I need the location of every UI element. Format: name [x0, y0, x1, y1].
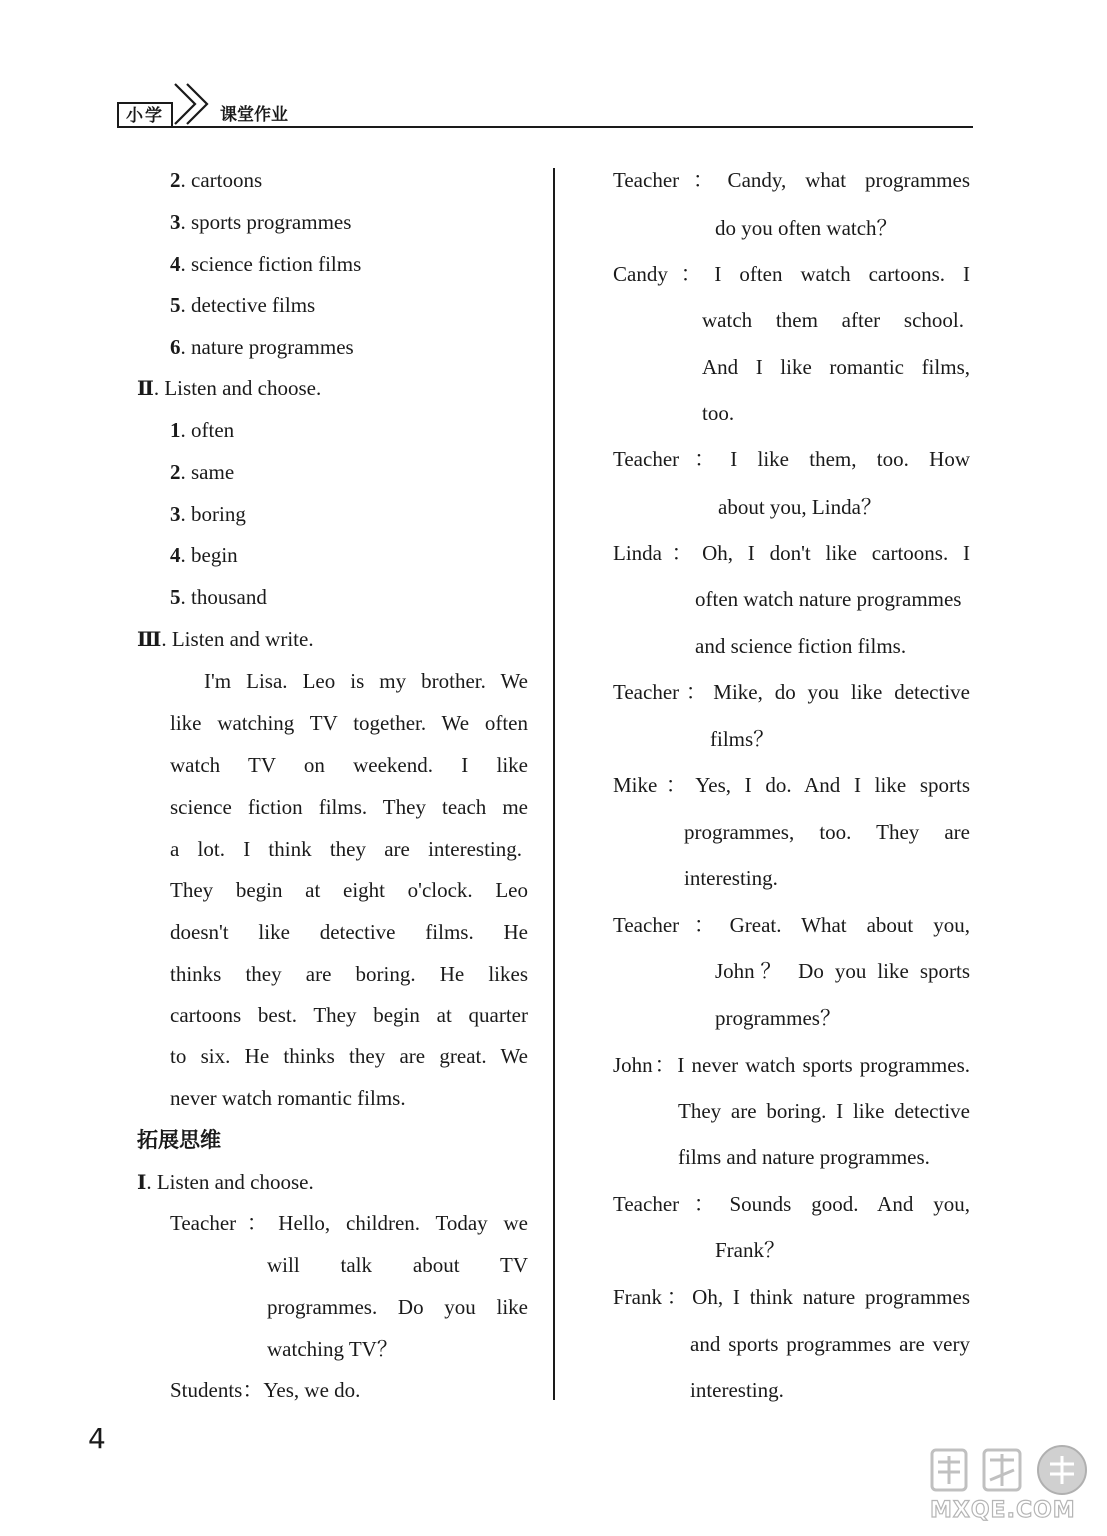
dialogue-line: too.	[702, 401, 735, 425]
dialogue-line: programmes？	[715, 1006, 841, 1030]
dialogue-line: often watch nature programmes	[695, 587, 962, 611]
list-item: 2. cartoons	[170, 168, 263, 192]
list-item: 4. begin	[170, 543, 238, 567]
dialogue-line: do you often watch？	[715, 216, 898, 240]
extension-heading: 拓展思维	[137, 1128, 221, 1152]
header-subtitle: 课堂作业	[220, 105, 288, 125]
dialogue-line: Candy：I often watch cartoons. I	[613, 262, 970, 286]
dialogue-line: interesting.	[684, 866, 778, 890]
list-item: 5. thousand	[170, 585, 267, 609]
dialogue-line: about you, Linda？	[718, 495, 882, 519]
header-level-label: 小学	[117, 102, 173, 128]
list-item: 4. science fiction films	[170, 252, 362, 276]
section-heading: Ⅰ. Listen and choose.	[137, 1170, 314, 1194]
list-item: 3. boring	[170, 502, 246, 526]
dialogue-line: interesting.	[690, 1378, 784, 1402]
dialogue-line: Teacher：I like them, too. How	[613, 447, 970, 471]
dialogue-line: Teacher：Candy, what programmes	[613, 168, 970, 192]
passage-line: a lot. I think they are interesting.	[170, 837, 522, 861]
seal-icon	[928, 1440, 1092, 1502]
passage-line: never watch romantic films.	[170, 1086, 406, 1110]
list-item: 5. detective films	[170, 293, 316, 317]
page-number: 4	[88, 1422, 106, 1455]
section-heading: Ⅲ. Listen and write.	[137, 627, 314, 651]
watermark-logo	[928, 1440, 1092, 1530]
dialogue-line: films and nature programmes.	[678, 1145, 930, 1169]
dialogue-line: They are boring. I like detective	[678, 1099, 970, 1123]
passage-line: like watching TV together. We often	[170, 711, 528, 735]
dialogue-line: and sports programmes are very	[690, 1332, 970, 1356]
double-chevron-icon	[171, 80, 213, 128]
watermark-url: MXQE.COM	[930, 1498, 1076, 1523]
header-rule	[117, 126, 973, 128]
passage-line: science fiction films. They teach me	[170, 795, 528, 819]
dialogue-line: Teacher：Hello, children. Today we	[170, 1211, 528, 1235]
dialogue-line: Students：Yes, we do.	[170, 1378, 361, 1402]
passage-line: watch TV on weekend. I like	[170, 753, 528, 777]
dialogue-line: and science fiction films.	[695, 634, 907, 658]
dialogue-line: Teacher：Great. What about you,	[613, 913, 970, 937]
dialogue-line: programmes, too. They are	[684, 820, 970, 844]
list-item: 3. sports programmes	[170, 210, 352, 234]
passage-line: cartoons best. They begin at quarter	[170, 1003, 528, 1027]
dialogue-line: Teacher：Sounds good. And you,	[613, 1192, 970, 1216]
section-heading: Ⅱ. Listen and choose.	[137, 376, 322, 400]
dialogue-line: Teacher：Mike, do you like detective	[613, 680, 970, 704]
dialogue-line: programmes. Do you like	[267, 1295, 528, 1319]
passage-line: doesn't like detective films. He	[170, 920, 528, 944]
dialogue-line: And I like romantic films,	[702, 355, 970, 379]
dialogue-line: Linda：Oh, I don't like cartoons. I	[613, 541, 970, 565]
dialogue-line: will talk about TV	[267, 1253, 528, 1277]
column-divider	[553, 168, 555, 1400]
page-header	[117, 80, 973, 132]
list-item: 6. nature programmes	[170, 335, 354, 359]
dialogue-line: John：I never watch sports programmes.	[613, 1053, 970, 1077]
passage-line: They begin at eight o'clock. Leo	[170, 878, 528, 902]
passage-line: thinks they are boring. He likes	[170, 962, 528, 986]
list-item: 2. same	[170, 460, 235, 484]
dialogue-line: Frank？	[715, 1238, 785, 1262]
dialogue-line: watching TV？	[267, 1337, 398, 1361]
passage-line: I'm Lisa. Leo is my brother. We	[204, 669, 528, 693]
dialogue-line: John？ Do you like sports	[715, 959, 970, 983]
dialogue-line: Frank：Oh, I think nature programmes	[613, 1285, 970, 1309]
list-item: 1. often	[170, 418, 235, 442]
dialogue-line: films？	[710, 727, 775, 751]
dialogue-line: watch them after school.	[702, 308, 964, 332]
passage-line: to six. He thinks they are great. We	[170, 1044, 528, 1068]
dialogue-line: Mike：Yes, I do. And I like sports	[613, 773, 970, 797]
